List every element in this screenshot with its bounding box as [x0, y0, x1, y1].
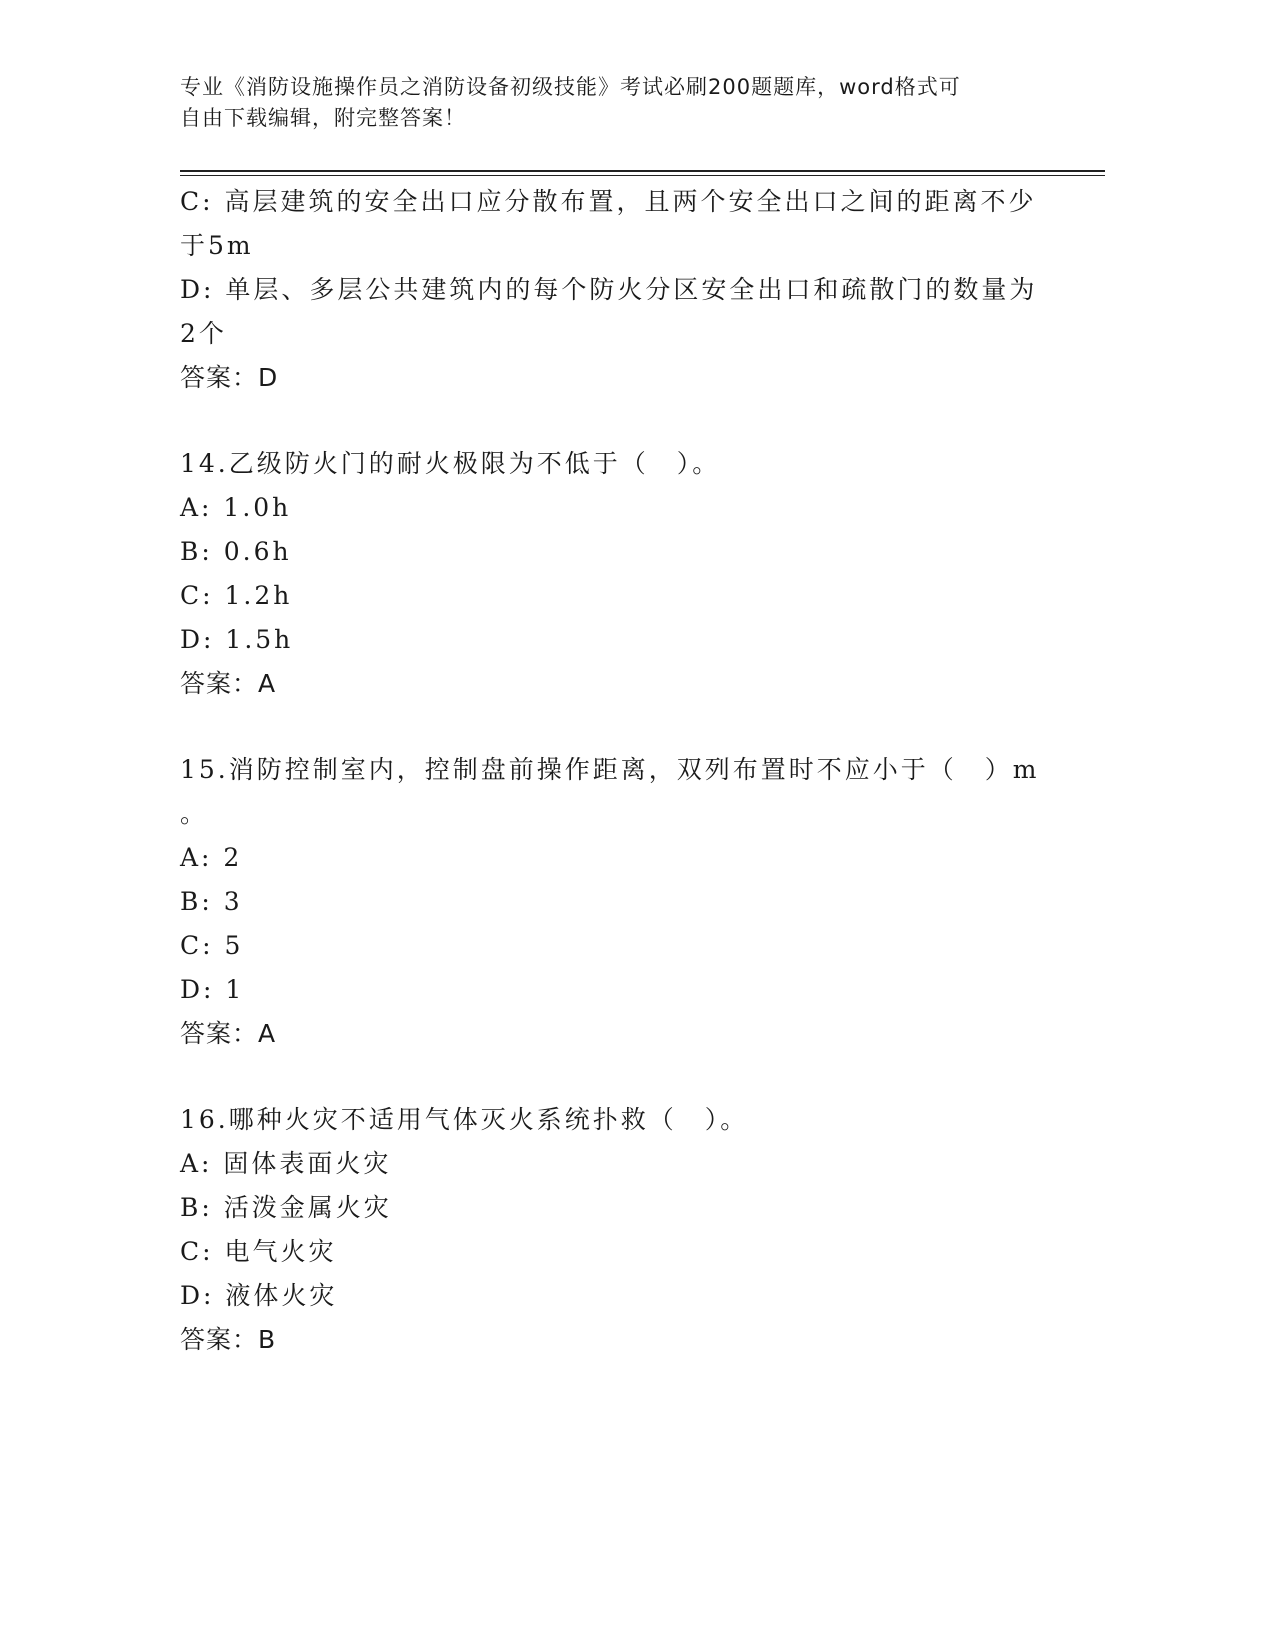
option-a: A: 2 [180, 843, 243, 872]
option-b: B: 3 [180, 887, 243, 916]
answer-15: 答案：A [180, 1019, 277, 1048]
option-c: C: 1.2h [180, 581, 293, 610]
header-divider-thick [180, 170, 1105, 172]
option-d-line-1: D: 单层、多层公共建筑内的每个防火分区安全出口和疏散门的数量为 [180, 275, 1038, 304]
option-b: B: 0.6h [180, 537, 292, 566]
option-d: D: 1.5h [180, 625, 294, 654]
header-title-line-2: 自由下载编辑，附完整答案！ [180, 106, 466, 130]
option-d: D: 1 [180, 975, 245, 1004]
answer-13: 答案：D [180, 363, 279, 392]
question-15 [180, 748, 1050, 1056]
question-14 [180, 442, 1050, 706]
option-c: C: 电气火灾 [180, 1237, 337, 1266]
option-c: C: 5 [180, 931, 244, 960]
option-d-line-2: 2个 [180, 319, 227, 348]
question-stem: 14.乙级防火门的耐火极限为不低于（ ）。 [180, 449, 721, 478]
option-c-line-2: 于5m [180, 231, 254, 260]
option-a: A: 固体表面火灾 [180, 1149, 392, 1178]
question-stem-line-2: 。 [180, 799, 209, 828]
option-c-line-1: C: 高层建筑的安全出口应分散布置，且两个安全出口之间的距离不少 [180, 187, 1037, 216]
spacer [180, 706, 1050, 748]
option-a: A: 1.0h [180, 493, 292, 522]
header-divider-thin [180, 175, 1105, 176]
option-d: D: 液体火灾 [180, 1281, 338, 1310]
answer-14: 答案：A [180, 669, 277, 698]
document-header [180, 72, 1080, 134]
spacer [180, 400, 1050, 442]
question-stem-line-1: 15.消防控制室内，控制盘前操作距离，双列布置时不应小于（ ）m [180, 755, 1040, 784]
continued-question-13 [180, 180, 1050, 400]
question-16 [180, 1098, 1050, 1362]
option-b: B: 活泼金属火灾 [180, 1193, 392, 1222]
answer-16: 答案：B [180, 1325, 277, 1354]
header-title-line-1: 专业《消防设施操作员之消防设备初级技能》考试必刷200题题库，word格式可 [180, 75, 961, 99]
spacer [180, 1056, 1050, 1098]
question-stem: 16.哪种火灾不适用气体灭火系统扑救（ ）。 [180, 1105, 749, 1134]
question-content [180, 180, 1050, 1362]
